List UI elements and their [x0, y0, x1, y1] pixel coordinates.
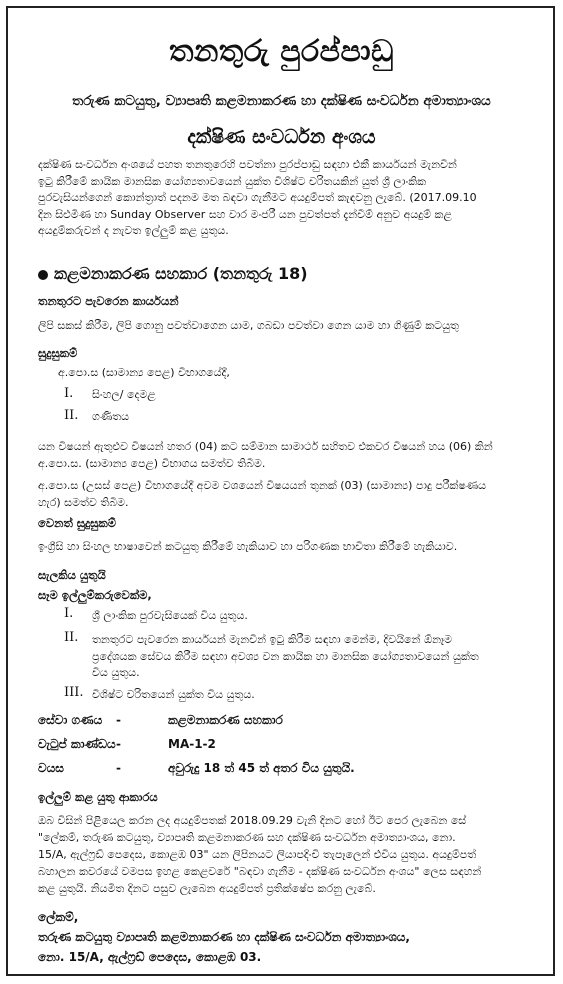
apply-line: කළ යුතුයි. නියමිත දිනට පසුව ලැබෙන අයදුම්පත් ප්‍රතික්ෂේප කරනු ලැබේ. — [38, 882, 376, 896]
duties-text: ලිපි සකස් කිරීම, ලිපි ගොනු පවත්වාගෙන යාම, ගබඩා පවත්වා ගෙන යාම හා ගිණුම් කටයුතු — [38, 319, 459, 332]
eligibility-line: විය යුතුය. — [92, 666, 140, 679]
eligibility-number: III. — [64, 685, 84, 700]
apply-line: ඔබ විසින් පිළියෙල කරන ලද අයදුම්පතක් 2018.09.29 වැනි දිනට හෝ ඊට පෙර ලැබෙන සේ — [38, 814, 467, 827]
post-title-text: කළමනාකරණ සහකාර (තනතුරු 18) — [54, 264, 308, 283]
ministry-name: තරුණ කටයුතු, ව්‍යාපෘති කළමනාකරණ හා දක්ෂිණ සංවර්ධන අමාත්‍යාංශය — [72, 93, 491, 109]
eligibility-line: තනතුරට පැවරෙන කාර්යයන් මැනවින් ඉටු කිරීම සඳහා මෙන්ම, දිවයිනේ ඕනෑම — [92, 633, 453, 646]
qualification-line: හැර) සමත්ව තිබීම. — [38, 495, 129, 509]
detail-dash: - — [116, 737, 121, 751]
qualification-paragraph — [38, 439, 527, 472]
detail-value: කළමනාකරණ සහකාර — [168, 713, 283, 727]
signature-title: ලේකම්, — [38, 910, 79, 924]
qualification-line: යන විෂයන් ඇතුළුව විෂයන් හතර (04) කට සම්මාන සාමාර්ථ සහිතව එකවර විෂයන් හය (06) කින් — [38, 440, 493, 453]
detail-row-salary — [38, 737, 216, 752]
apply-line: 15/A, ඇල්ෆ්‍රඩ් පෙදෙස, කොළඹ 03" යන ලිපිනයට ලියාපදිංචි තැපෑලෙන් එවිය යුතුය. අයදුම්පත් — [38, 848, 477, 862]
qualifications-heading: සුදුසුකම් — [38, 346, 78, 360]
detail-value: MA-1-2 — [168, 737, 216, 751]
qualification-line: අ.පො.ස. (සාමාන්‍ය පෙළ) විභාගය සමත්ව තිබීම. — [38, 456, 266, 470]
apply-line: "ලේකම්, තරුණ කටයුතු, ව්‍යාපෘති කළමනාකරණ සහ දක්ෂිණ සංවර්ධන අමාත්‍යාංශය, නො. — [38, 831, 456, 845]
duties-heading: තනතුරට පැවරෙන කාර්යයන් — [38, 294, 179, 308]
intro-paragraph — [38, 157, 527, 240]
detail-key: වැටුප් කාණ්ඩය — [38, 737, 116, 751]
other-qualifications-text: ඉංග්‍රීසි හා සිංහල භාෂාවෙන් කටයුතු කිරීමේ හැකියාව හා පරිගණක භාවිතා කිරීමේ හැකියාව. — [38, 540, 458, 553]
post-title — [38, 264, 308, 284]
bullet-icon — [38, 270, 48, 280]
eligibility-paragraph — [92, 632, 527, 682]
eligibility-line: ශ්‍රී ලාංකික පුරවැසියෙක් විය යුතුය. — [92, 609, 248, 622]
ol-requirement: අ.පො.ස (සාමාන්‍ය පෙළ) විභාගයේදී, — [58, 366, 230, 379]
signature-line: තරුණ කටයුතු ව්‍යාපෘති කළමනාකරණ හා දක්ෂිණ සංවර්ධන අමාත්‍යාංශය, — [38, 930, 410, 944]
detail-value: අවුරුදු 18 ත් 45 ත් අතර විය යුතුයි. — [168, 761, 355, 775]
apply-heading: ඉල්ලුම් කළ යුතු ආකාරය — [38, 790, 158, 804]
detail-dash: - — [116, 761, 121, 775]
intro-line: දක්ෂිණ සංවර්ධන අංශයේ පහත තනතුරෙහි පවත්නා පුරප්පාඩු සඳහා එකී කාර්යයන් මැනවින් — [38, 158, 457, 171]
detail-key: වයස — [38, 761, 64, 775]
other-qualifications-heading: වෙනත් සුදුසුකම් — [38, 516, 117, 530]
detail-key: සේවා ගණය — [38, 713, 103, 727]
page-title: තනතුරු පුරප්පාඩු — [169, 34, 394, 69]
intro-line: ඉටු කිරීමේ කායික මානසික යෝග්‍යතාවයෙන් යුක්ත විශිෂ්ට චරිතයකින් යුත් ශ්‍රී ලාංකික — [38, 174, 427, 188]
ol-subject-number: II. — [64, 408, 79, 423]
detail-row-service — [38, 713, 283, 728]
ol-subject: ගණිතය — [92, 410, 130, 423]
ol-subject-number: I. — [64, 386, 74, 401]
division-name: දක්ෂිණ සංවර්ධන අංශය — [187, 126, 376, 148]
qualification-line: අ.පො.ස (උසස් පෙළ) විභාගයේදී අවම වශයෙන් විෂයයන් තුනක් (03) (සාමාන්‍ය) පාදු පරීක්ෂණය — [38, 479, 487, 492]
eligibility-line: ප්‍රදේශයක සේවය කිරීම සඳහා අවශ්‍ය වන කායික හා මානසික යෝග්‍යතාවයෙන් යුක්ත — [92, 649, 479, 663]
detail-dash: - — [116, 713, 121, 727]
eligibility-number: II. — [64, 630, 79, 645]
detail-row-age — [38, 761, 355, 776]
intro-line: පුරවැසියන්ගෙන් කොන්ත්‍රාත් පදනම මත බඳවා ගැනීමට අයදුම්පත් කැඳවනු ලැබේ. (2017.09.10 — [38, 191, 477, 204]
eligibility-line: විශිෂ්ට චරිතයෙන් යුක්ත විය යුතුය. — [92, 688, 255, 701]
applicants-heading: සෑම ඉල්ලුම්කරුවෙක්ම, — [38, 588, 152, 602]
qualification-paragraph — [38, 478, 527, 511]
intro-line: දින සිළුමිණ හා Sunday Observer සහ වාර මංජරී යන පුවත්පත් දැන්වීම් අනුව අයදුම් කළ — [38, 207, 452, 221]
apply-paragraph — [38, 812, 527, 897]
eligibility-heading: සැලකිය යුතුයි — [38, 568, 106, 582]
intro-line: අයදුම්කරුවන් ද නැවත ඉල්ලුම් කළ යුතුය. — [38, 224, 229, 237]
apply-line: බහාලන කවරයේ වමපස ඉහළ කෙළවරේ "බඳවා ගැනීම - දක්ෂිණ සංවර්ධන අංශය" ලෙස සඳහන් — [38, 865, 482, 879]
signature-line: නො. 15/A, ඇල්ෆ්‍රඩ් පෙදෙස, කොළඹ 03. — [38, 950, 262, 964]
eligibility-number: I. — [64, 606, 74, 621]
ol-subject: සිංහල/ දෙමළ — [92, 388, 156, 401]
